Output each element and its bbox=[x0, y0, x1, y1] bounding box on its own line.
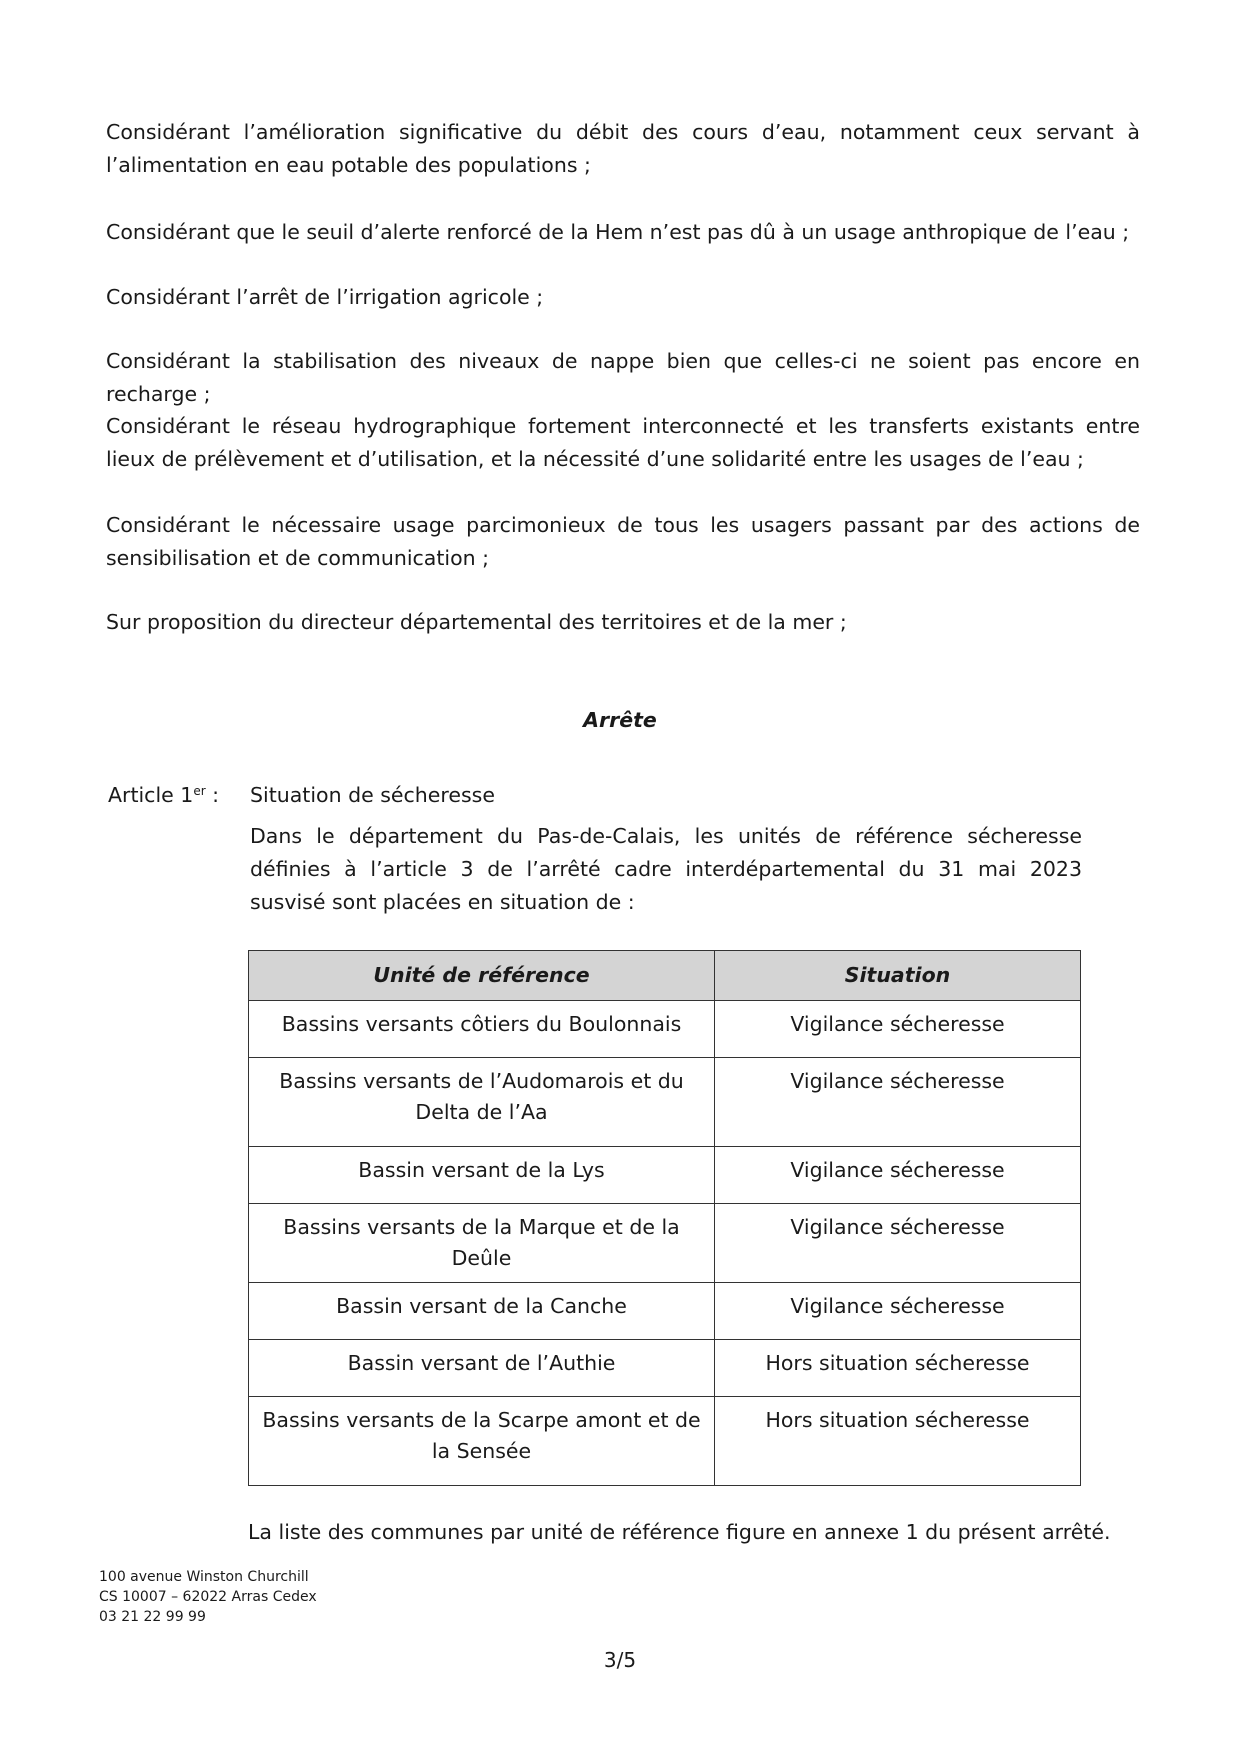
table-row bbox=[249, 1340, 1081, 1397]
page-number: 3/5 bbox=[603, 1648, 637, 1672]
article-label-text: Article 1 bbox=[108, 783, 194, 807]
footer-address-block bbox=[99, 1567, 317, 1627]
footer-phone: 03 21 22 99 99 bbox=[99, 1609, 206, 1625]
article-label-suffix: : bbox=[205, 783, 220, 807]
table-cell-situation: Vigilance sécheresse bbox=[715, 1283, 1081, 1340]
table-cell-unit: Bassin versant de la Lys bbox=[249, 1147, 715, 1204]
table-cell-situation: Vigilance sécheresse bbox=[715, 1058, 1081, 1147]
table-cell-situation: Vigilance sécheresse bbox=[715, 1001, 1081, 1058]
footer-address: 100 avenue Winston Churchill bbox=[99, 1569, 309, 1585]
decision-title: Arrête bbox=[583, 708, 657, 732]
paragraph-reseau: Considérant le réseau hydrographique fortement interconnecté et les transferts existants entre lieux de prélèvement et d’utilisation, et la nécessité d’une solidarité entre les usages de l’eau ; bbox=[106, 414, 1140, 471]
article-label-sup: er bbox=[193, 784, 206, 798]
article-heading: Situation de sécheresse bbox=[250, 783, 495, 807]
paragraph-debit: Considérant l’amélioration significative du débit des cours d’eau, notamment ceux servant à l’alimentation en eau potable des populations ; bbox=[106, 120, 1140, 177]
table-cell-situation: Hors situation sécheresse bbox=[715, 1340, 1081, 1397]
paragraph-nappe: Considérant la stabilisation des niveaux de nappe bien que celles-ci ne soient pas encore en recharge ; bbox=[106, 349, 1140, 406]
footer-postal: CS 10007 – 62022 Arras Cedex bbox=[99, 1589, 317, 1605]
table-cell-unit: Bassins versants de la Scarpe amont et de la Sensée bbox=[249, 1397, 715, 1486]
paragraph-usage: Considérant le nécessaire usage parcimonieux de tous les usagers passant par des actions de sensibilisation et de communication ; bbox=[106, 513, 1140, 570]
table-cell-situation: Vigilance sécheresse bbox=[715, 1147, 1081, 1204]
table-cell-unit: Bassins versants côtiers du Boulonnais bbox=[249, 1001, 715, 1058]
table-row bbox=[249, 1058, 1081, 1147]
paragraph-seuil-hem: Considérant que le seuil d’alerte renforcé de la Hem n’est pas dû à un usage anthropique de l’eau ; bbox=[106, 220, 1130, 244]
table-cell-unit: Bassin versant de l’Authie bbox=[249, 1340, 715, 1397]
table-row bbox=[249, 1397, 1081, 1486]
annex-note: La liste des communes par unité de référence figure en annexe 1 du présent arrêté. bbox=[248, 1520, 1111, 1544]
table-header-unit: Unité de référence bbox=[249, 951, 715, 1001]
table-cell-unit: Bassins versants de la Marque et de la Deûle bbox=[249, 1204, 715, 1283]
table-header-situation: Situation bbox=[715, 951, 1081, 1001]
table-row bbox=[249, 1204, 1081, 1283]
table-cell-situation: Hors situation sécheresse bbox=[715, 1397, 1081, 1486]
paragraph-proposition: Sur proposition du directeur départemental des territoires et de la mer ; bbox=[106, 610, 847, 634]
table-header-row bbox=[249, 951, 1081, 1001]
reference-units-table bbox=[248, 950, 1081, 1486]
table-row bbox=[249, 1147, 1081, 1204]
table-cell-unit: Bassin versant de la Canche bbox=[249, 1283, 715, 1340]
table-cell-unit: Bassins versants de l’Audomarois et du Delta de l’Aa bbox=[249, 1058, 715, 1147]
table-row bbox=[249, 1001, 1081, 1058]
article-label bbox=[108, 779, 219, 812]
table-cell-situation: Vigilance sécheresse bbox=[715, 1204, 1081, 1283]
article-body: Dans le département du Pas-de-Calais, les unités de référence sécheresse définies à l’article 3 de l’arrêté cadre interdépartemental du 31 mai 2023 susvisé sont placées en situation de : bbox=[250, 824, 1082, 914]
table-row bbox=[249, 1283, 1081, 1340]
paragraph-irrigation: Considérant l’arrêt de l’irrigation agricole ; bbox=[106, 285, 544, 309]
